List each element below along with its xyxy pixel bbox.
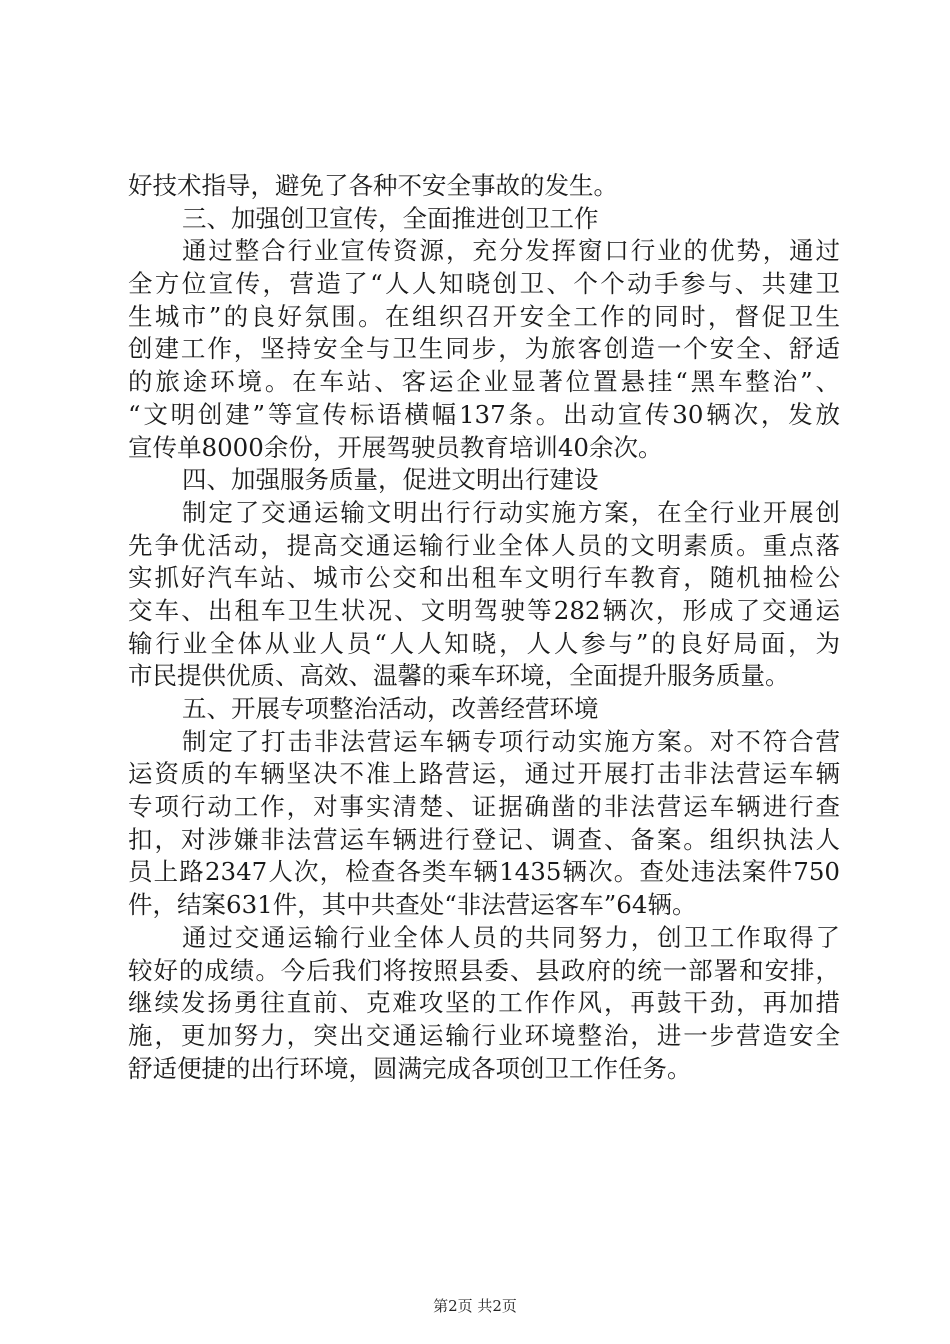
text-line: 施，更加努力，突出交通运输行业环境整治，进一步营造安全	[128, 1020, 840, 1050]
text-line: 扣，对涉嫌非法营运车辆进行登记、调查、备案。组织执法人	[128, 824, 840, 854]
text-line: 制定了交通运输文明出行行动实施方案，在全行业开展创	[182, 497, 840, 527]
text-line: 三、加强创卫宣传，全面推进创卫工作	[182, 203, 599, 233]
text-line: 运资质的车辆坚决不准上路营运，通过开展打击非法营运车辆	[128, 759, 840, 789]
text-line: 好技术指导，避免了各种不安全事故的发生。	[128, 171, 618, 200]
text-line: 继续发扬勇往直前、克难攻坚的工作作风，再鼓干劲，再加措	[128, 988, 840, 1018]
text-line: 创建工作，坚持安全与卫生同步，为旅客创造一个安全、舒适	[128, 334, 840, 364]
text-line: 件，结案631件，其中共查处“非法营运客车”64辆。	[128, 890, 697, 920]
document-body	[128, 170, 840, 1085]
text-line: 市民提供优质、高效、温馨的乘车环境，全面提升服务质量。	[128, 661, 790, 691]
text-line: 生城市”的良好氛围。在组织召开安全工作的同时，督促卫生	[128, 301, 840, 331]
text-line: 先争优活动，提高交通运输行业全体人员的文明素质。重点落	[128, 530, 840, 560]
text-line: 宣传单8000余份，开展驾驶员教育培训40余次。	[128, 432, 663, 462]
text-line: 四、加强服务质量，促进文明出行建设	[182, 465, 599, 495]
text-line: 舒适便捷的出行环境，圆满完成各项创卫工作任务。	[128, 1053, 692, 1083]
text-line: 五、开展专项整治活动，改善经营环境	[182, 694, 599, 723]
text-line: 较好的成绩。今后我们将按照县委、县政府的统一部署和安排，	[128, 955, 840, 985]
text-line: 交车、出租车卫生状况、文明驾驶等282辆次，形成了交通运	[128, 595, 840, 625]
text-line: 实抓好汽车站、城市公交和出租车文明行车教育，随机抽检公	[128, 563, 840, 593]
text-line: 专项行动工作，对事实清楚、证据确凿的非法营运车辆进行查	[128, 792, 840, 822]
page-footer: 第2页 共2页	[433, 1297, 517, 1315]
text-line: 员上路2347人次，检查各类车辆1435辆次。查处违法案件750	[128, 857, 840, 887]
text-line: 通过整合行业宣传资源，充分发挥窗口行业的优势，通过	[182, 236, 840, 266]
text-line: “文明创建”等宣传标语横幅137条。出动宣传30辆次，发放	[128, 399, 840, 429]
text-line: 通过交通运输行业全体人员的共同努力，创卫工作取得了	[182, 922, 840, 952]
text-line: 输行业全体从业人员“人人知晓，人人参与”的良好局面，为	[128, 628, 840, 658]
text-line: 制定了打击非法营运车辆专项行动实施方案。对不符合营	[182, 726, 840, 756]
text-line: 的旅途环境。在车站、客运企业显著位置悬挂“黑车整治”、	[128, 367, 840, 397]
text-line: 全方位宣传，营造了“人人知晓创卫、个个动手参与、共建卫	[128, 269, 840, 299]
